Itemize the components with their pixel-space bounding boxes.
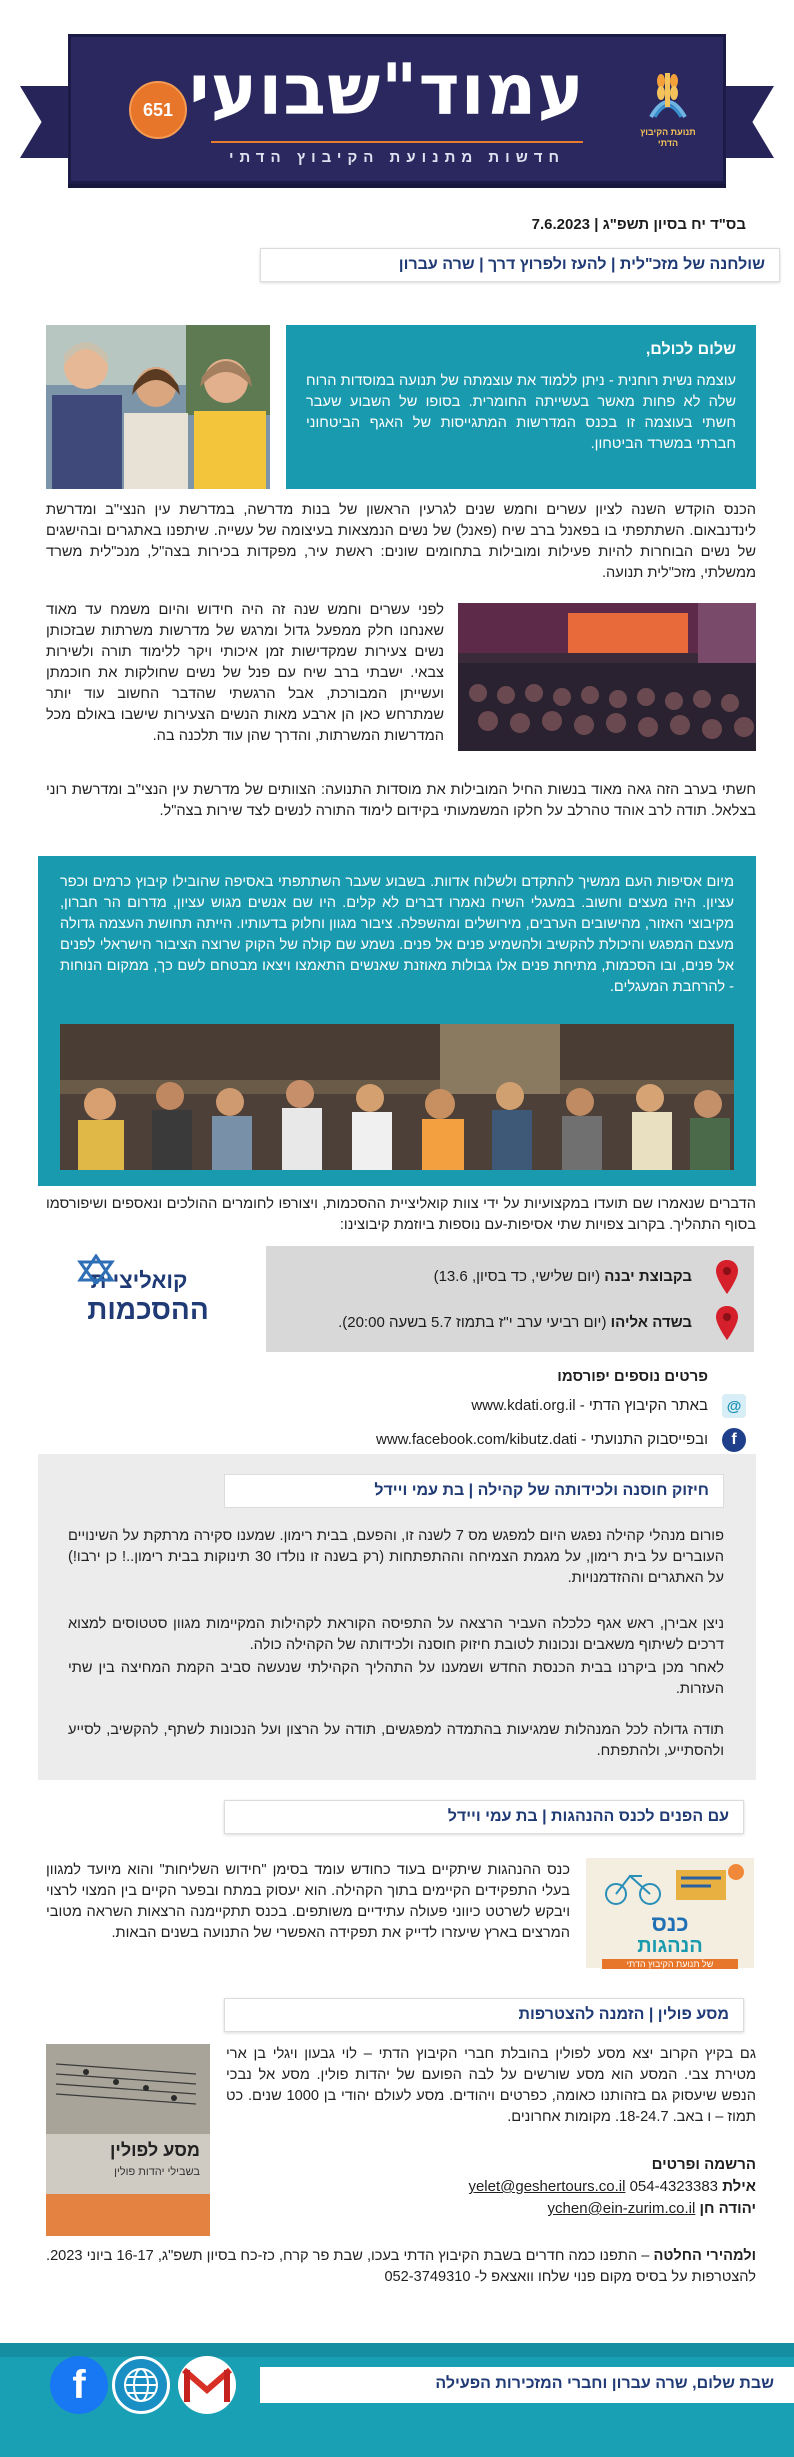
event-place: בשדה אליהו (610, 1314, 692, 1331)
bicycle-icon (586, 1858, 754, 1908)
gmail-icon[interactable] (178, 2356, 236, 2414)
intro-box (286, 325, 756, 489)
leadership-logo-line2: הנהגות (637, 1935, 703, 1957)
website-link[interactable]: באתר הקיבוץ הדתי - www.kdati.org.il (471, 1397, 708, 1414)
map-pin-icon (716, 1260, 738, 1294)
community-paragraph-2: ניצן אבירן, ראש אגף כלכלה העביר הרצאה על התפיסה הקוראת לקהילות המקיימות מגוון סטטוסים למצוא דרכים לשיתוף משאבים ונכונות לטובת חיזוק חוסנה ולכידותה של הקהילה כולה. (68, 1616, 724, 1653)
leadership-conference-logo (586, 1858, 754, 1968)
more-details-title: פרטים נוספים יפורסמו (557, 1368, 708, 1385)
contact-email-link[interactable]: ychen@ein-zurim.co.il (547, 2200, 696, 2217)
assemblies-box (38, 856, 756, 1186)
editorial-paragraph-3: חשתי בערב הזה גאה מאוד בנשות החיל המובילות את מוסדות התנועה: הצוותים של מדרשת עין הנצי"ב ומדרשת רוני בצלאל. תודה לרב אוהד טהרלב על חלקו המשמעותי בקידום לימוד התורה לנשים לצד שירות בצה"ל. (46, 782, 756, 819)
facebook-icon: f (722, 1428, 746, 1452)
coalition-logo-line1: קואליציית (90, 1268, 188, 1293)
masthead-banner (68, 34, 726, 184)
wheat-logo-icon (641, 67, 695, 123)
editorial-paragraph-1: הכנס הוקדש השנה לציון עשרים וחמש שנים לגרעין הראשון של בנות מדרשה, במדרשת עין הנצי"ב ומדרשת לינדנבאום. השתתפתי בו בפאנל ברב שיח (פאנל) של נשים הנמצאות בעיצומה של עשייה. שיתפנו באתגרים ובהישגים של נשים הבוחרות להיות פעילות ומובילות בתחומים שונים: ראשת עיר, מפקדות בכירות בצה"ל, מנכ"לית משרד ממשלתי, מזכ"לית תנועה. (46, 502, 756, 581)
closing-bold: ולמהירי החלטה (653, 2248, 757, 2264)
star-of-david-icon (76, 1254, 116, 1284)
movement-logo (633, 67, 703, 149)
event-item (338, 1314, 692, 1331)
facebook-link[interactable]: ובפייסבוק התנועתי - www.facebook.com/kibutz.dati (376, 1431, 708, 1448)
issue-date: בס"ד יח בסיון תשפ"ג | 7.6.2023 (531, 216, 746, 233)
map-pin-icon (716, 1306, 738, 1340)
editorial-paragraph-4: הדברים שנאמרו שם תועדו במקצועיות על ידי צוות קואליציית ההסכמות, ויצורפו לחומרים ההולכים ונאספים ושיפורסמו בסוף התהליך. בקרוב צפויות שתי אסיפות-עם נוספות ביוזמת קיבוצינו: (46, 1196, 756, 1233)
coalition-logo-line2: ההסכמות (87, 1294, 209, 1325)
greeting: שלום לכולם, (645, 341, 736, 358)
contact-phone: 054-4323383 (625, 2178, 723, 2195)
section-heading-poland-trip: מסע פולין | הזמנה להצטרפות (224, 1998, 744, 2032)
issue-number-badge: 651 (129, 81, 187, 139)
event-detail: (יום רביעי ערב י"ז בתמוז 5.7 בשעה 20:00). (338, 1314, 611, 1331)
masthead-subtitle: חדשות מתנועת הקיבוץ הדתי (228, 149, 566, 166)
logo-text: תנועת הקיבוץ הדתי (640, 127, 696, 148)
intro-text: עוצמה נשית רוחנית - ניתן ללמוד את עוצמתה של תנועה במוסדות הרוח שלה לא פחות מאשר בעשייתה החומרית. בסופו של השבוע שעבר חשתי בעוצמה זו בכנס המדרשות המתגייסות של האגף הביטחוני חברתי במשרד הביטחון. (306, 373, 736, 452)
footer-strip (0, 2343, 794, 2357)
community-paragraph-3: לאחר מכן ביקרנו בבית הכנסת החדש ושמענו על התהליך הקהילתי שנעשה סביב הקמת המחיצה בין שתי העזרות. (68, 1660, 724, 1697)
community-resilience-section (38, 1454, 756, 1780)
assembly-photo (60, 1024, 734, 1170)
footer-signoff: שבת שלום, שרה עברון וחברי המזכירות הפעילה (260, 2367, 794, 2403)
poland-trip-paragraph: גם בקיץ הקרוב יצא מסע לפולין בהובלת חברי הקיבוץ הדתי – לוי גבעון ויגלי בן ארי מטירת צבי. המסע הוא מסע שורשים על לבה הפועם של יהדות פולין. מסע אל נבכי הנפש שיעסוק גם בזהותנו כאומה, כפרטים ויהודים. מסע לעולם יהודי בן 1000 שנים. כט תמוז – ו באב. 18-24.7. מקומות אחרונים. (226, 2046, 756, 2125)
event-place: בקבוצת יבנה (604, 1268, 692, 1285)
globe-icon[interactable] (112, 2356, 170, 2414)
masthead-divider (211, 141, 583, 143)
leadership-logo-line1: כנס (651, 1911, 689, 1936)
event-item (434, 1268, 692, 1285)
section-heading-leadership: עם הפנים לכנס ההנהגות | בת עמי ויידל (224, 1800, 744, 1834)
women-photo (46, 325, 270, 489)
closing-paragraph (46, 2246, 756, 2288)
event-detail: (יום שלישי, כד בסיון, 13.6) (433, 1268, 605, 1285)
contact-row (548, 2200, 756, 2217)
contact-title: הרשמה ופרטים (651, 2156, 756, 2173)
section-heading-community: חיזוק חוסנה ולכידותה של קהילה | בת עמי ויידל (224, 1474, 724, 1508)
poster-subtitle: בשבילי יהדות פולין (114, 2166, 200, 2178)
conference-photo (458, 603, 756, 751)
closing-text: – התפנו כמה חדרים בשבת הקיבוץ הדתי בעכו, שבת פר קרח, כז-כח בסיון תשפ"ג, 16-17 ביוני 2023. להצטרפות על בסיס מקום פנוי שלחו וואצאפ ל- 052-3749310 (46, 2248, 756, 2285)
contact-name: יהודה חן (699, 2200, 756, 2217)
upcoming-events-box (266, 1246, 754, 1352)
facebook-footer-icon[interactable]: f (50, 2356, 108, 2414)
contact-name: אילת (722, 2178, 756, 2195)
assemblies-text: מיום אסיפות העם ממשיך להתקדם ולשלוח אדוות. בשבוע שעבר השתתפתי באסיפה שהובילו קיבוץ כרמים וכפר עציון. היה מעצים וחשוב. במעגלי השיח נאמרו דברים לא קלים. היו שם אנשים מגוש עציון, מדרום הר חברון, מקיבוצי האזור, מהישובים הערבים, מירושלים ומהשפלה. ציבור מגוון וחלוק בדעותיו. הייתה תחושת העצמה גדולה מעצם המפגש והיכולת להקשיב ולהשמיע פנים אל פנים. נשמע שם קולה של הקוק שרוצה הציבור הישראלי לפנים אל פנים, ובו הסכמות, מתיחת פנים אלו גבולות מאוזנת שאנשים התאמצו ויצאו מבטחם לשם כך, ממקום הנוחות - להרחבת המעגלים. (60, 874, 734, 995)
section-heading-editorial: שולחנה של מזכ"לית | להעז ולפרוץ דרך | שרה עברון (260, 248, 780, 282)
community-paragraph-1: פורום מנהלי קהילה נפגש היום למפגש מס 7 לשנה זו, והפעם, בבית רימון. שמענו סקירה מרתקת על השינויים העוברים על בית רימון, על מגמת הצמיחה וההתפתחות (רק בשנה זו נולדו 30 תינוקות בבית רימון..! כן ירבו!) על האתגרים וההזדמנויות. (68, 1528, 724, 1586)
coalition-logo (46, 1246, 250, 1352)
community-paragraph-4: תודה גדולה לכל המנהלות שמגיעות בהתמדה למפגשים, תודה על הרצון ועל הנכונות לשתף, להקשיב, לסייע ולהסתייע, ולהתפתח. (68, 1722, 724, 1759)
contact-row (468, 2178, 756, 2195)
poster-title: מסע לפולין (109, 2140, 200, 2160)
leadership-logo-line3: של תנועת הקיבוץ הדתי (602, 1959, 738, 1969)
masthead-title: עמוד"שבועי (189, 49, 585, 131)
leadership-paragraph: כנס ההנהגות שיתקיים בעוד כחודש עומד בסימן "חידוש השליחות" והוא מיועד למגוון בעלי התפקידים הקיימים בתוך הקהילה. הוא יעסוק במתח ובפער הקיים בין המצוי לרצוי ויבקש לשרטט כיווני פעולה עתידיים משותפים. בכנס תתקיימנה הרצאות השראה מטובי המרצים בארץ שיעזרו לדייק את תפקידה האפשרי של התנועה בשנים הבאות. (46, 1862, 570, 1941)
contact-email-link[interactable]: yelet@geshertours.co.il (468, 2178, 626, 2195)
poland-trip-poster (46, 2044, 210, 2236)
at-icon: @ (722, 1394, 746, 1418)
editorial-paragraph-2: לפני עשרים וחמש שנה זה היה חידוש והיום משמח עד מאוד שאנחנו חלק ממפעל גדול ומרגש של מדרשות משרתות שבזכותן נשים צעירות שמקדישות זמן איכותי ויקר ללימוד תורה ולשירות צבאי. ישבתי ברב שיח עם פנל של נשים שחולקות את חוכמתן ועשייתן המבורכת, אבל הרגשתי שהדבר החשוב עוד יותר שמתרחש כאן הן ארבע מאות הנשים הצעירות שישבו באולם מכל המדרשות המשרתות, והדרך שהן עוד תלכנה בה. (46, 602, 444, 744)
masthead (20, 28, 774, 188)
